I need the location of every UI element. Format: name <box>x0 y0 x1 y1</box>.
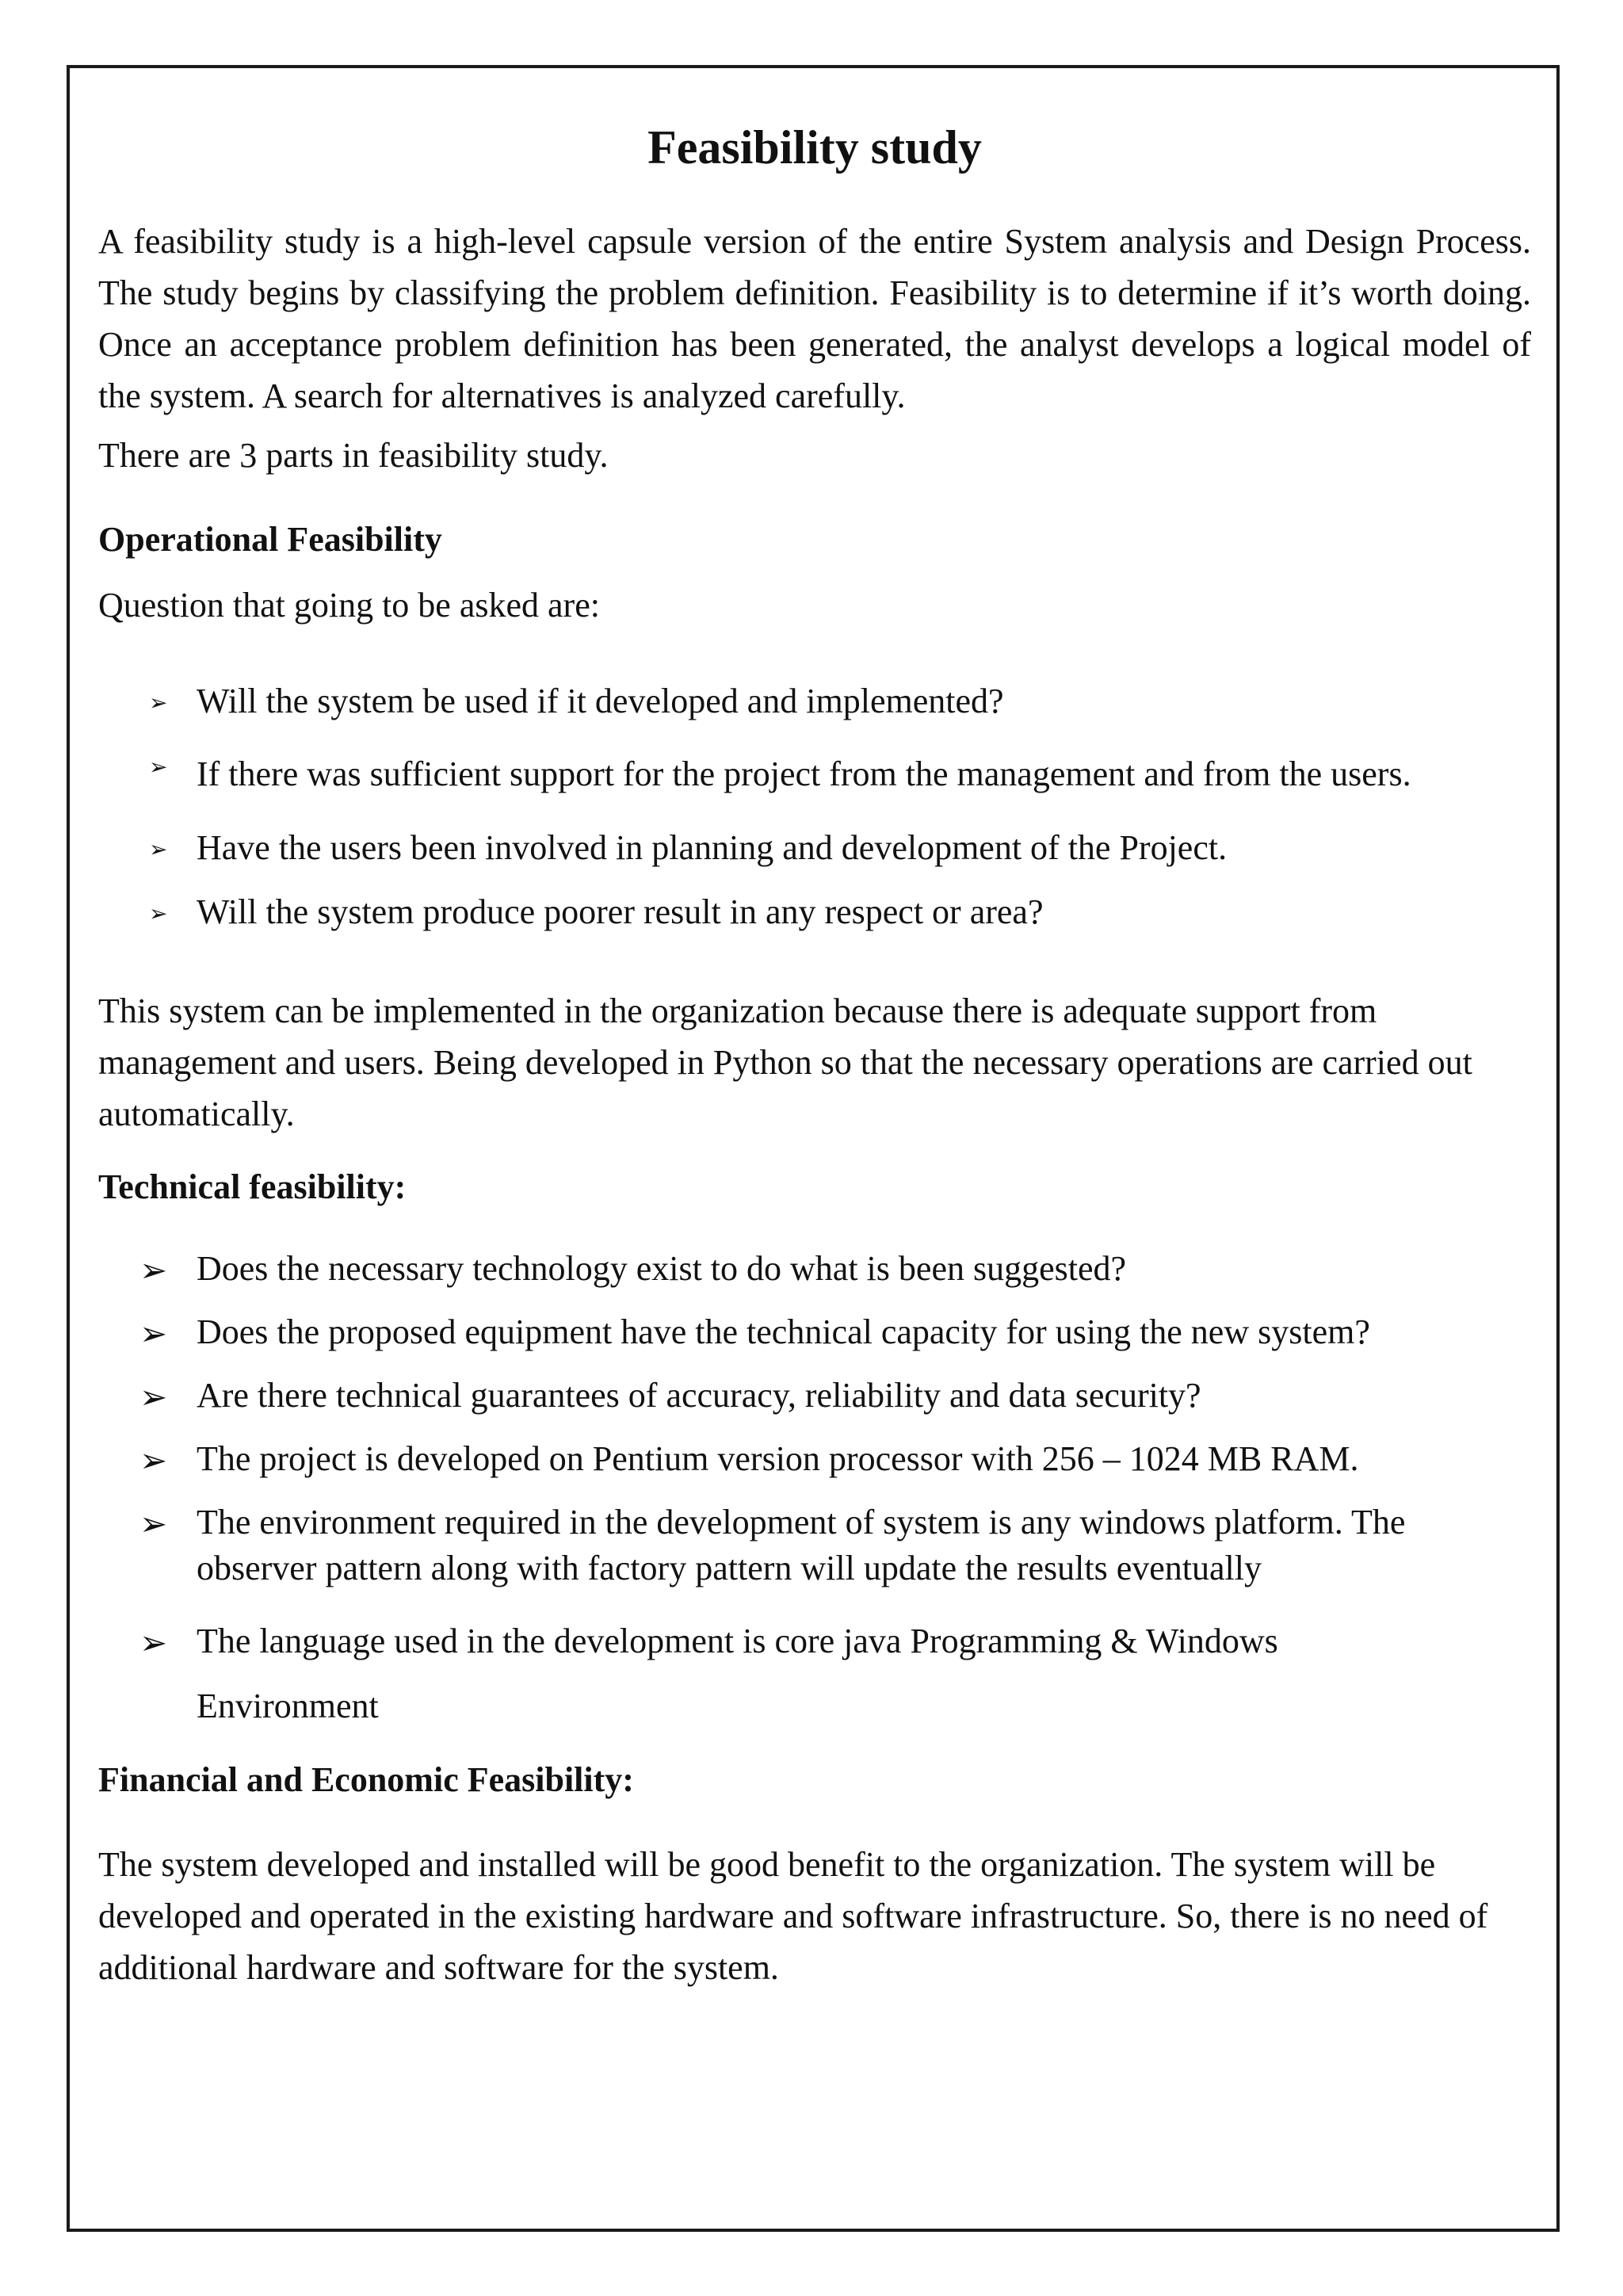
technical-points <box>98 1246 1531 1739</box>
parts-line: There are 3 parts in feasibility study. <box>98 436 609 475</box>
list-item <box>98 1436 1531 1482</box>
list-item-text: The language used in the development is core java Programming & Windows Environment <box>197 1622 1278 1725</box>
list-item-text: The environment required in the development of system is any windows platform. The observer pattern along with factory pattern will update the results eventually <box>197 1503 1406 1587</box>
list-item-text: If there was sufficient support for the project from the management and from the users. <box>197 755 1411 793</box>
question-intro: Question that going to be asked are: <box>98 586 600 625</box>
arrowhead-bullet-icon: ➢ <box>149 690 168 716</box>
list-item <box>98 1246 1531 1292</box>
list-item <box>98 1499 1531 1591</box>
financial-heading: Financial and Economic Feasibility: <box>98 1760 634 1799</box>
arrowhead-bullet-icon: ➢ <box>139 1251 168 1289</box>
document-content <box>98 119 1531 1993</box>
arrowhead-bullet-icon: ➢ <box>139 1377 168 1416</box>
list-item-text: Will the system produce poorer result in any respect or area? <box>197 892 1044 931</box>
list-item <box>98 1373 1531 1419</box>
arrowhead-bullet-icon: ➢ <box>149 754 168 780</box>
list-item-text: Does the necessary technology exist to do what is been suggested? <box>197 1249 1127 1288</box>
list-item <box>98 886 1531 938</box>
list-item-text: The project is developed on Pentium version processor with 256 – 1024 MB RAM. <box>197 1439 1359 1478</box>
list-item <box>98 1309 1531 1355</box>
operational-questions <box>98 675 1531 938</box>
arrowhead-bullet-icon: ➢ <box>149 900 168 926</box>
list-item-text: Does the proposed equipment have the technical capacity for using the new system? <box>197 1312 1370 1351</box>
operational-conclusion: This system can be implemented in the organization because there is adequate support from management and users. Being developed in Python so that the necessary operations are carried out automatically. <box>98 991 1472 1133</box>
list-item <box>98 739 1531 809</box>
financial-paragraph: The system developed and installed will be good benefit to the organization. The system will be developed and operated in the existing hardware and software infrastructure. So, there is no need of additional hardware and software for the system. <box>98 1845 1488 1987</box>
technical-heading: Technical feasibility: <box>98 1167 407 1206</box>
arrowhead-bullet-icon: ➢ <box>139 1504 168 1543</box>
list-item <box>98 675 1531 727</box>
list-item-text: Are there technical guarantees of accuracy, reliability and data security? <box>197 1376 1201 1415</box>
list-item <box>98 1609 1531 1739</box>
operational-heading: Operational Feasibility <box>98 520 442 559</box>
arrowhead-bullet-icon: ➢ <box>139 1441 168 1480</box>
page-title: Feasibility study <box>647 121 982 174</box>
arrowhead-bullet-icon: ➢ <box>149 836 168 862</box>
arrowhead-bullet-icon: ➢ <box>139 1623 168 1662</box>
list-item-text: Will the system be used if it developed and implemented? <box>197 682 1004 720</box>
intro-paragraph: A feasibility study is a high-level capsule version of the entire System analysis and Design Process. The study begins by classifying the problem definition. Feasibility is to determine if it’s worth doing. Once an acceptance problem definition has been generated, the analyst develops a logical model of the system. A search for alternatives is analyzed carefully. <box>98 222 1531 415</box>
arrowhead-bullet-icon: ➢ <box>139 1314 168 1353</box>
list-item <box>98 822 1531 873</box>
list-item-text: Have the users been involved in planning and development of the Project. <box>197 828 1228 867</box>
